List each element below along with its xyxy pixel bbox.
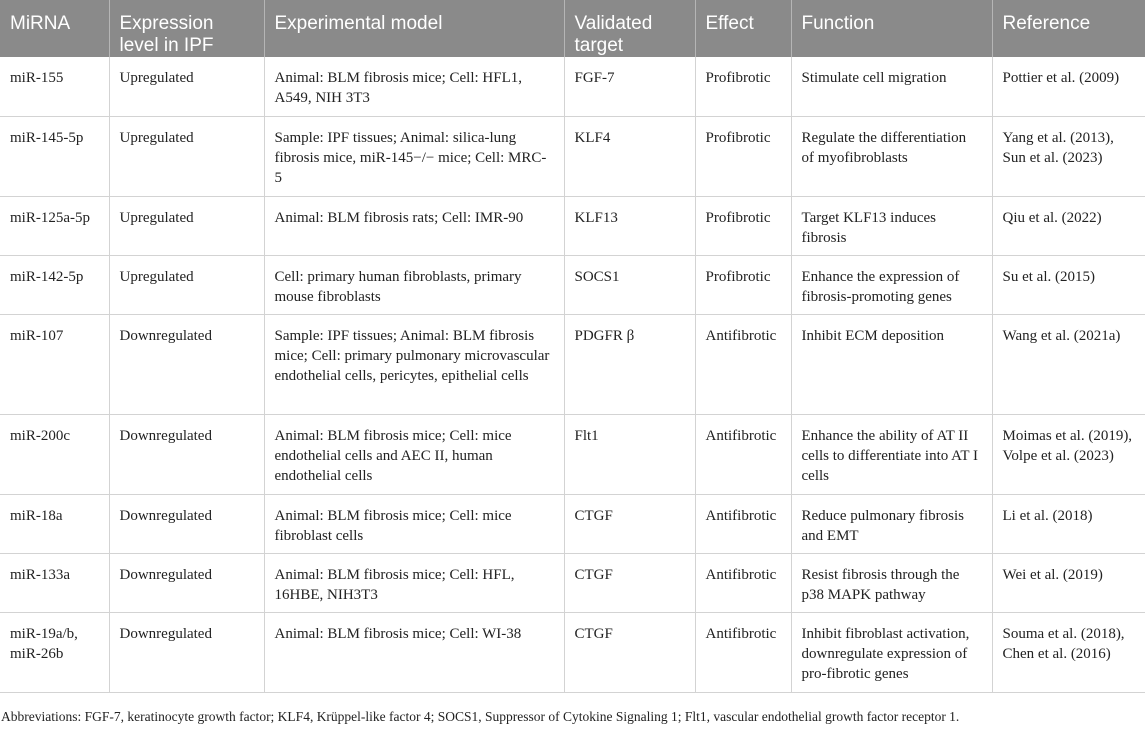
cell-model: Animal: BLM fibrosis mice; Cell: mice endothelial cells and AEC II, human endothelial cells	[264, 414, 564, 494]
cell-mirna: miR-107	[0, 314, 109, 414]
table-row	[0, 116, 1145, 196]
cell-expression: Downregulated	[109, 553, 264, 612]
cell-expression: Downregulated	[109, 414, 264, 494]
cell-expression: Upregulated	[109, 116, 264, 196]
cell-effect: Profibrotic	[695, 116, 791, 196]
cell-effect: Antifibrotic	[695, 612, 791, 692]
header-expression-level: Expression level in IPF	[109, 0, 264, 57]
cell-reference: Wei et al. (2019)	[992, 553, 1145, 612]
table-row	[0, 553, 1145, 612]
cell-effect: Antifibrotic	[695, 494, 791, 553]
cell-function: Reduce pulmonary fibrosis and EMT	[791, 494, 992, 553]
cell-function: Enhance the expression of fibrosis-promoting genes	[791, 255, 992, 314]
cell-reference: Yang et al. (2013), Sun et al. (2023)	[992, 116, 1145, 196]
cell-model: Sample: IPF tissues; Animal: silica-lung fibrosis mice, miR-145−/− mice; Cell: MRC-5	[264, 116, 564, 196]
cell-mirna: miR-155	[0, 57, 109, 116]
cell-reference: Moimas et al. (2019), Volpe et al. (2023)	[992, 414, 1145, 494]
cell-target: CTGF	[564, 612, 695, 692]
cell-target: PDGFR β	[564, 314, 695, 414]
cell-expression: Upregulated	[109, 255, 264, 314]
table-row	[0, 494, 1145, 553]
cell-target: Flt1	[564, 414, 695, 494]
cell-mirna: miR-142-5p	[0, 255, 109, 314]
cell-reference: Wang et al. (2021a)	[992, 314, 1145, 414]
cell-function: Stimulate cell migration	[791, 57, 992, 116]
cell-target: CTGF	[564, 553, 695, 612]
cell-effect: Antifibrotic	[695, 414, 791, 494]
cell-target: SOCS1	[564, 255, 695, 314]
cell-model: Cell: primary human fibroblasts, primary mouse fibroblasts	[264, 255, 564, 314]
cell-effect: Profibrotic	[695, 255, 791, 314]
cell-mirna: miR-133a	[0, 553, 109, 612]
header-validated-target: Validated target	[564, 0, 695, 57]
table-row	[0, 314, 1145, 414]
cell-expression: Downregulated	[109, 612, 264, 692]
cell-model: Animal: BLM fibrosis mice; Cell: HFL, 16HBE, NIH3T3	[264, 553, 564, 612]
cell-mirna: miR-19a/b, miR-26b	[0, 612, 109, 692]
cell-expression: Downregulated	[109, 494, 264, 553]
cell-mirna: miR-200c	[0, 414, 109, 494]
header-function: Function	[791, 0, 992, 57]
cell-function: Regulate the differentiation of myofibroblasts	[791, 116, 992, 196]
cell-expression: Downregulated	[109, 314, 264, 414]
header-effect: Effect	[695, 0, 791, 57]
header-reference: Reference	[992, 0, 1145, 57]
cell-model: Animal: BLM fibrosis mice; Cell: WI-38	[264, 612, 564, 692]
cell-reference: Qiu et al. (2022)	[992, 196, 1145, 255]
cell-target: KLF13	[564, 196, 695, 255]
cell-expression: Upregulated	[109, 196, 264, 255]
cell-model: Sample: IPF tissues; Animal: BLM fibrosis mice; Cell: primary pulmonary microvascular endothelial cells, pericytes, epithelial cells	[264, 314, 564, 414]
header-mirna: MiRNA	[0, 0, 109, 57]
abbreviations-footnote: Abbreviations: FGF-7, keratinocyte growth factor; KLF4, Krüppel-like factor 4; SOCS1, Suppressor of Cytokine Signaling 1; Flt1, vascular endothelial growth factor receptor 1.	[1, 709, 960, 724]
cell-reference: Su et al. (2015)	[992, 255, 1145, 314]
cell-effect: Profibrotic	[695, 57, 791, 116]
cell-reference: Souma et al. (2018), Chen et al. (2016)	[992, 612, 1145, 692]
cell-function: Inhibit fibroblast activation, downregulate expression of pro-fibrotic genes	[791, 612, 992, 692]
table-row	[0, 57, 1145, 116]
cell-target: KLF4	[564, 116, 695, 196]
header-experimental-model: Experimental model	[264, 0, 564, 57]
cell-model: Animal: BLM fibrosis mice; Cell: mice fibroblast cells	[264, 494, 564, 553]
cell-model: Animal: BLM fibrosis rats; Cell: IMR-90	[264, 196, 564, 255]
cell-mirna: miR-125a-5p	[0, 196, 109, 255]
cell-reference: Li et al. (2018)	[992, 494, 1145, 553]
cell-effect: Profibrotic	[695, 196, 791, 255]
cell-function: Target KLF13 induces fibrosis	[791, 196, 992, 255]
table-header-row	[0, 0, 1145, 57]
table-row	[0, 612, 1145, 692]
cell-function: Resist fibrosis through the p38 MAPK pathway	[791, 553, 992, 612]
cell-target: FGF-7	[564, 57, 695, 116]
cell-mirna: miR-18a	[0, 494, 109, 553]
cell-mirna: miR-145-5p	[0, 116, 109, 196]
cell-expression: Upregulated	[109, 57, 264, 116]
table-row	[0, 255, 1145, 314]
cell-reference: Pottier et al. (2009)	[992, 57, 1145, 116]
table-row	[0, 196, 1145, 255]
cell-function: Enhance the ability of AT II cells to differentiate into AT I cells	[791, 414, 992, 494]
cell-function: Inhibit ECM deposition	[791, 314, 992, 414]
cell-effect: Antifibrotic	[695, 314, 791, 414]
table-row	[0, 414, 1145, 494]
cell-effect: Antifibrotic	[695, 553, 791, 612]
cell-target: CTGF	[564, 494, 695, 553]
cell-model: Animal: BLM fibrosis mice; Cell: HFL1, A549, NIH 3T3	[264, 57, 564, 116]
